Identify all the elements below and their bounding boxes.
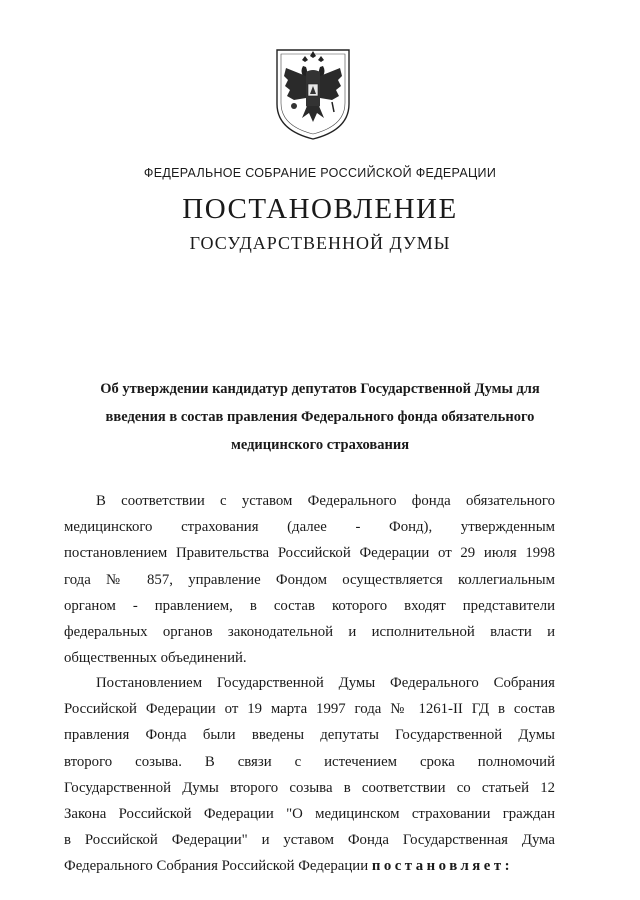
heading-line: Об утверждении кандидатур депутатов Государственной Думы для	[100, 381, 540, 397]
organization-name: ФЕДЕРАЛЬНОЕ СОБРАНИЕ РОССИЙСКОЙ ФЕДЕРАЦИИ	[143, 166, 497, 180]
text-line-final	[64, 853, 555, 879]
text-line: общественных объединений.	[64, 650, 247, 667]
text-line: Закона Российской Федерации "О медицинском страховании граждан	[64, 805, 555, 822]
heading-line: введения в состав правления Федерального фонда обязательного	[105, 409, 535, 425]
text-line: Государственной Думы второго созыва в соответствии со статьей 12	[64, 779, 555, 796]
text-line: второго созыва. В связи с истечением срока полномочий	[64, 753, 555, 770]
paragraph-1	[64, 488, 555, 671]
paragraph-2	[64, 670, 555, 880]
text-line: органом - правлением, в состав которого входят представители	[64, 597, 555, 614]
text-line: федеральных органов законодательной и исполнительной власти и	[64, 623, 555, 640]
decree-verb: постановляет:	[371, 858, 514, 875]
text-line: постановлением Правительства Российской Федерации от 29 июля 1998	[64, 545, 555, 562]
text-line: медицинского страхования (далее - Фонд), утвержденным	[64, 519, 555, 536]
final-line-prefix: Федерального Собрания Российской Федерации	[64, 858, 369, 875]
heading-line: медицинского страхования	[230, 437, 410, 453]
resolution-heading	[60, 375, 580, 459]
text-line: В соответствии с уставом Федерального фонда обязательного	[96, 493, 555, 509]
document-title: ПОСТАНОВЛЕНИЕ	[182, 193, 458, 225]
text-line: правления Фонда были введены депутаты Государственной Думы	[64, 727, 555, 744]
coat-of-arms-icon	[272, 46, 354, 142]
text-line: Российской Федерации от 19 марта 1997 года № 1261-II ГД в состав	[64, 701, 555, 718]
text-line: в Российской Федерации" и уставом Фонда Государственная Дума	[64, 832, 555, 849]
text-line: Постановлением Государственной Думы Федерального Собрания	[96, 675, 555, 691]
text-line: года № 857, управление Фондом осуществляется коллегиальным	[64, 571, 555, 588]
document-subtitle: ГОСУДАРСТВЕННОЙ ДУМЫ	[189, 233, 451, 253]
